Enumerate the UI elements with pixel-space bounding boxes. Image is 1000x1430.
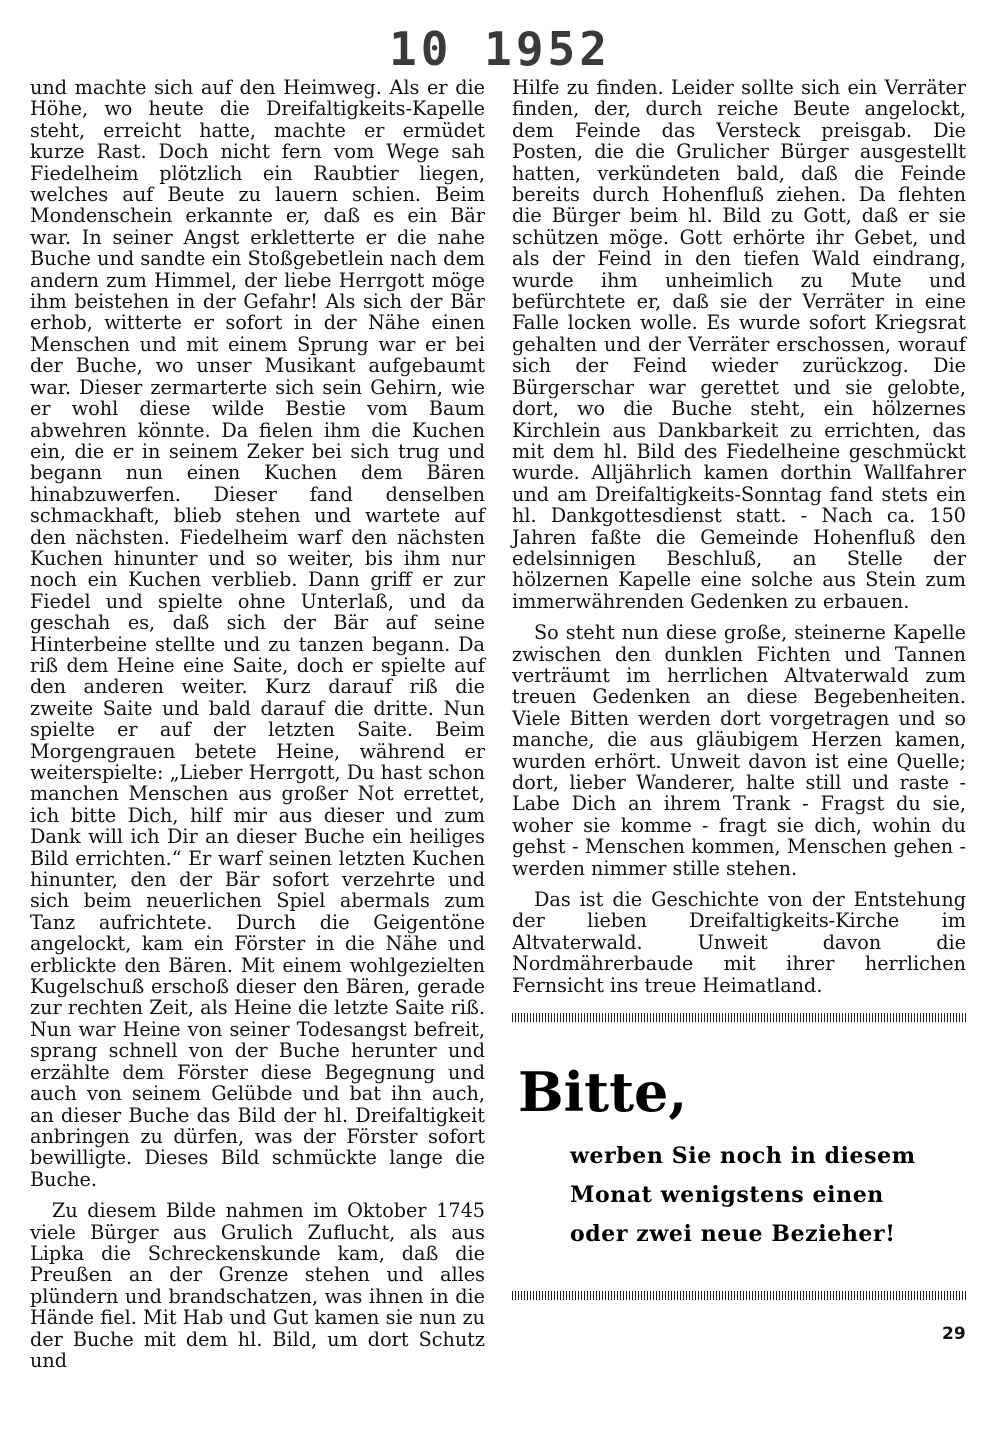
right-paragraph-3: Das ist die Geschichte von der Entstehung der lieben Dreifaltigkeits-Kirche im Altvaterwald. Unweit davon die Nordmährerbaude mit ihrer herrlichen Fernsicht ins treue Heimatland. [512,888,966,997]
issue-date-stamp: 10 1952 [389,22,611,76]
advertisement-headline: Bitte, [518,1060,688,1124]
right-paragraph-1: Hilfe zu finden. Leider sollte sich ein Verräter finden, der, durch reiche Beute angelockt, dem Feinde das Versteck preisgab. Die Posten, die die Grulicher Bürger ausgestellt hatten, verkündeten bald, daß die Feinde bereits durch Hohenfluß ziehen. Da flehten die Bürger beim hl. Bild zu Gott, daß er sie schützen möge. Gott erhörte ihr Gebet, und als der Feind in den tiefen Wald eindrang, wurde ihm unheimlich zu Mute und befürchtete er, daß sie der Verräter in eine Falle locken wolle. Es wurde sofort Kriegsrat gehalten und der Verräter erschossen, worauf sich der Feind wieder zurückzog. Die Bürgerschar war gerettet und sie gelobte, dort, wo die Buche steht, ein hölzernes Kirchlein aus Dankbarkeit zu errichten, das mit dem hl. Bild des Fiedelheine geschmückt wurde. Alljährlich kamen dorthin Wallfahrer und am Dreifaltigkeits-Sonntag fand stets ein hl. Dankgottesdienst statt. - Nach ca. 150 Jahren faßte die Gemeinde Hohenfluß den edelsinnigen Beschluß, an Stelle der hölzernen Kapelle eine solche aus Stein zum immerwährenden Gedenken zu erbauen. [512,76,966,613]
advertisement-line-1: werben Sie noch in diesem [570,1143,916,1169]
left-column [30,77,485,1371]
ad-bottom-divider [512,1291,967,1300]
right-paragraph-2: So steht nun diese große, steinerne Kapelle zwischen den dunklen Fichten und Tannen verträumt im herrlichen Altvaterwald zum treuen Gedenken an diese Begebenheiten. Viele Bitten werden dort vorgetragen und so manche, die aus gläubigem Herzen kamen, wurden erhört. Unweit davon ist eine Quelle; dort, lieber Wanderer, halte still und raste - Labe Dich an ihrem Trank - Fragst du sie, woher sie komme - fragt sie dich, wohin du gehst - Menschen kommen, Menschen gehen - werden nimmer stille stehen. [512,621,966,880]
left-paragraph-2: Zu diesem Bilde nahmen im Oktober 1745 viele Bürger aus Grulich Zuflucht, als aus Lipka die Schreckenskunde kam, daß die Preußen an der Grenze stehen und alles plündern und brandschatzen, was ihnen in die Hände fiel. Mit Hab und Gut kamen sie nun zu der Buche mit dem hl. Bild, um dort Schutz und [30,1199,485,1372]
page-number: 29 [942,1324,966,1344]
advertisement-line-2: Monat wenigstens einen [570,1182,884,1208]
right-column [512,77,966,996]
advertisement-line-3: oder zwei neue Bezieher! [570,1221,896,1247]
left-paragraph-1: und machte sich auf den Heimweg. Als er die Höhe, wo heute die Dreifaltigkeits-Kapelle steht, erreicht hatte, machte er ermüdet kurze Rast. Doch nicht fern vom Wege sah Fiedelheim plötzlich ein Raubtier liegen, welches auf Beute zu lauern schien. Beim Mondenschein erkannte er, daß es ein Bär war. In seiner Angst erkletterte er die nahe Buche und sandte ein Stoßgebetlein nach dem andern zum Himmel, der liebe Herrgott möge ihm beistehen in der Gefahr! Als sich der Bär erhob, witterte er sofort in der Nähe einen Menschen und mit einem Sprung war er bei der Buche, wo unser Musikant aufgebaumt war. Dieser zermarterte sich sein Gehirn, wie er wohl diese wilde Bestie vom Baum abwehren könnte. Da fielen ihm die Kuchen ein, die er in seinem Zeker bei sich trug und begann nun einen Kuchen dem Bären hinabzuwerfen. Dieser fand denselben schmackhaft, blieb stehen und wartete auf den nächsten. Fiedelheim warf den nächsten Kuchen hinunter und so weiter, bis ihm nur noch ein Kuchen verblieb. Dann griff er zur Fiedel und spielte ohne Unterlaß, und da geschah es, daß sich der Bär auf seine Hinterbeine stellte und zu tanzen begann. Da riß dem Heine eine Saite, doch er spielte auf den anderen weiter. Kurz darauf riß die zweite Saite und bald darauf die dritte. Nun spielte er auf der letzten Saite. Beim Morgengrauen betete Heine, während er weiterspielte: „Lieber Herrgott, Du hast schon manchen Menschen aus großer Not errettet, ich bitte Dich, hilf mir aus dieser und zum Dank will ich Dir an dieser Buche ein heiliges Bild errichten.“ Er warf seinen letzten Kuchen hinunter, den der Bär sofort verzehrte und sich beim neuerlichen Spiel abermals zum Tanz aufrichtete. Durch die Geigentöne angelockt, kam ein Förster in die Nähe und erblickte den Bären. Mit einem wohlgezielten Kugelschuß erschoß dieser den Bären, gerade zur rechten Zeit, als Heine die letzte Saite riß. Nun war Heine von seiner Todesangst befreit, sprang schnell von der Buche herunter und erzählte dem Förster diese Begegnung und auch von seinem Gelübde und bat ihn auch, an dieser Buche das Bild der hl. Dreifaltigkeit anbringen zu dürfen, was der Förster sofort bewilligte. Dieses Bild schmückte lange die Buche. [30,76,485,1191]
advertisement-body [570,1137,970,1254]
ad-top-divider [512,1013,967,1022]
